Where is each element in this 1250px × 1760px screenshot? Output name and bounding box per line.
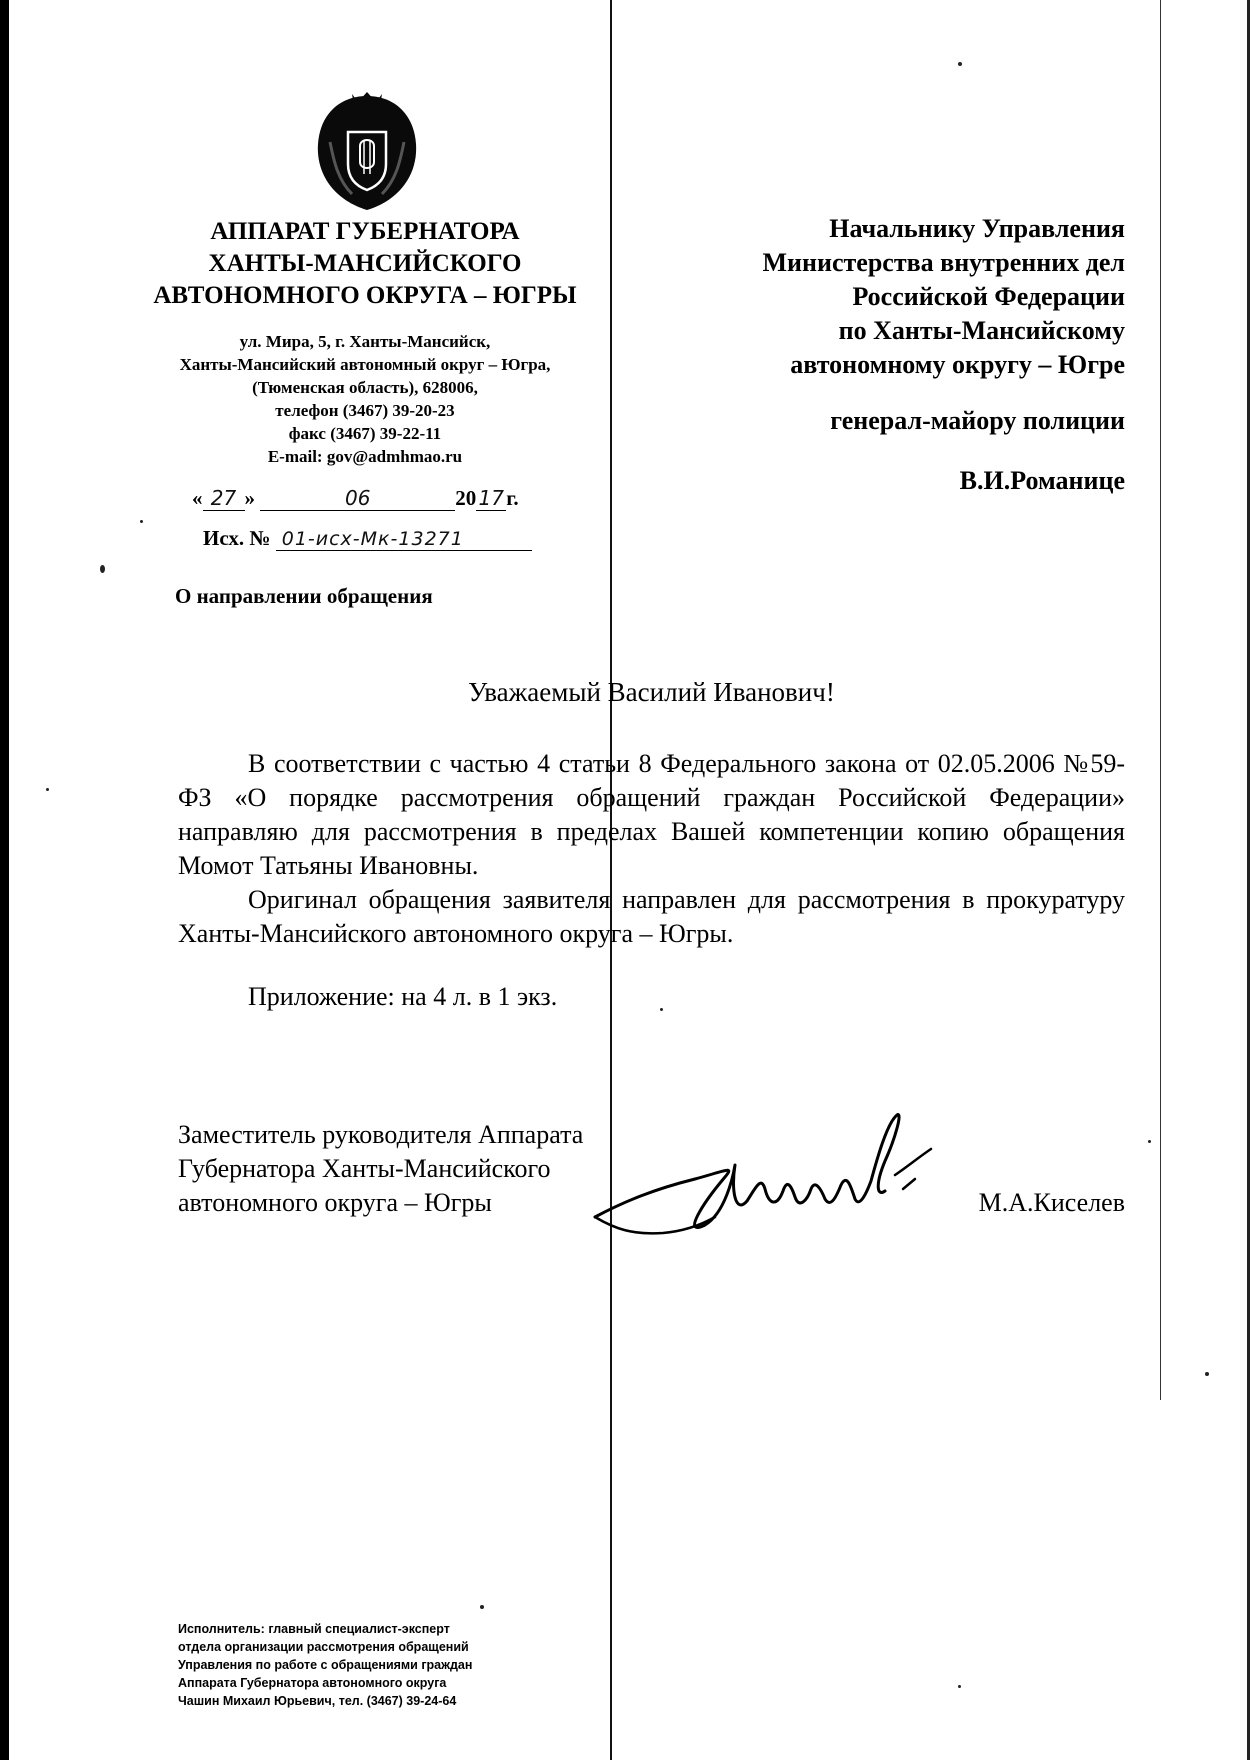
executor-note [178,1620,472,1710]
date-year-prefix: 20 [455,486,477,510]
date-close-quote: » [244,486,255,510]
recipient-line: Российской Федерации [852,282,1125,311]
sender-org-line: ХАНТЫ-МАНСИЙСКОГО [208,250,522,277]
handwritten-signature [585,1105,970,1245]
recipient-line: Начальнику Управления [829,214,1125,243]
date-day: 27 [203,486,245,511]
address-phone: телефон (3467) 39-20-23 [275,401,455,420]
body-paragraph: Оригинал обращения заявителя направлен для рассмотрения в прокуратуру Ханты-Мансийского автономного округа – Югры. [178,885,1125,948]
scan-speck [958,1685,961,1688]
sender-org-line: АВТОНОМНОГО ОКРУГА – ЮГРЫ [153,282,577,309]
sender-address [135,330,595,468]
recipient-block [700,212,1125,498]
scan-speck [480,1605,484,1609]
recipient-rank: генерал-майору полиции [830,406,1125,435]
executor-line: Исполнитель: главный специалист-эксперт [178,1622,450,1636]
sender-org-line: АППАРАТ ГУБЕРНАТОРА [210,218,520,245]
scan-speck [140,520,143,523]
executor-line: Аппарата Губернатора автономного округа [178,1676,447,1690]
scan-speck [1205,1372,1209,1376]
scan-speck [46,788,49,791]
outgoing-number-label: Исх. № [203,526,271,550]
coat-of-arms-icon [312,92,422,214]
signer-position-line: Губернатора Ханты-Мансийского [178,1154,551,1183]
recipient-line: автономному округу – Югре [790,350,1125,379]
date-year-suffix: 17 [476,486,506,511]
letter-body [178,747,1125,951]
address-postcode: (Тюменская область), 628006, [252,378,478,397]
scan-speck [660,1008,663,1011]
attachment-note: Приложение: на 4 л. в 1 экз. [248,982,558,1011]
executor-line: Управления по работе с обращениями граждан [178,1658,473,1672]
scan-speck [1148,1140,1151,1143]
recipient-name: В.И.Романице [959,466,1125,495]
scan-fold-line-right [1160,0,1161,1400]
executor-line: Чашин Михаил Юрьевич, тел. (3467) 39-24-64 [178,1694,457,1708]
signer-position-line: автономного округа – Югры [178,1188,492,1217]
body-paragraph: В соответствии с частью 4 статьи 8 Федерального закона от 02.05.2006 №59-ФЗ «О порядке рассмотрения обращений граждан Российской Федерации» направляю для рассмотрения в пределах Вашей компетенции копию обращения Момот Татьяны Ивановны. [178,749,1125,880]
sender-block [135,216,595,468]
address-email: E-mail: gov@admhmao.ru [267,447,463,466]
salutation: Уважаемый Василий Иванович! [468,677,835,707]
date-year-end: г. [506,486,519,510]
signer-position [178,1118,583,1220]
executor-line: отдела организации рассмотрения обращений [178,1640,469,1654]
outgoing-number-value: 01-исх-Мк-13271 [276,528,532,551]
letter-date [192,486,519,511]
letter-subject: О направлении обращения [175,584,433,608]
signer-position-line: Заместитель руководителя Аппарата [178,1120,584,1149]
recipient-line: по Ханты-Мансийскому [838,316,1125,345]
scan-speck [958,62,962,66]
date-month: 06 [260,486,455,511]
scan-edge-left [0,0,9,1760]
signer-name: М.А.Киселев [978,1188,1125,1217]
outgoing-number [203,526,532,551]
date-open-quote: « [192,486,203,510]
recipient-line: Министерства внутренних дел [762,248,1125,277]
address-street: ул. Мира, 5, г. Ханты-Мансийск, [239,332,491,351]
scan-speck [100,565,105,573]
address-region: Ханты-Мансийский автономный округ – Югра, [179,355,551,374]
address-fax: факс (3467) 39-22-11 [288,424,442,443]
